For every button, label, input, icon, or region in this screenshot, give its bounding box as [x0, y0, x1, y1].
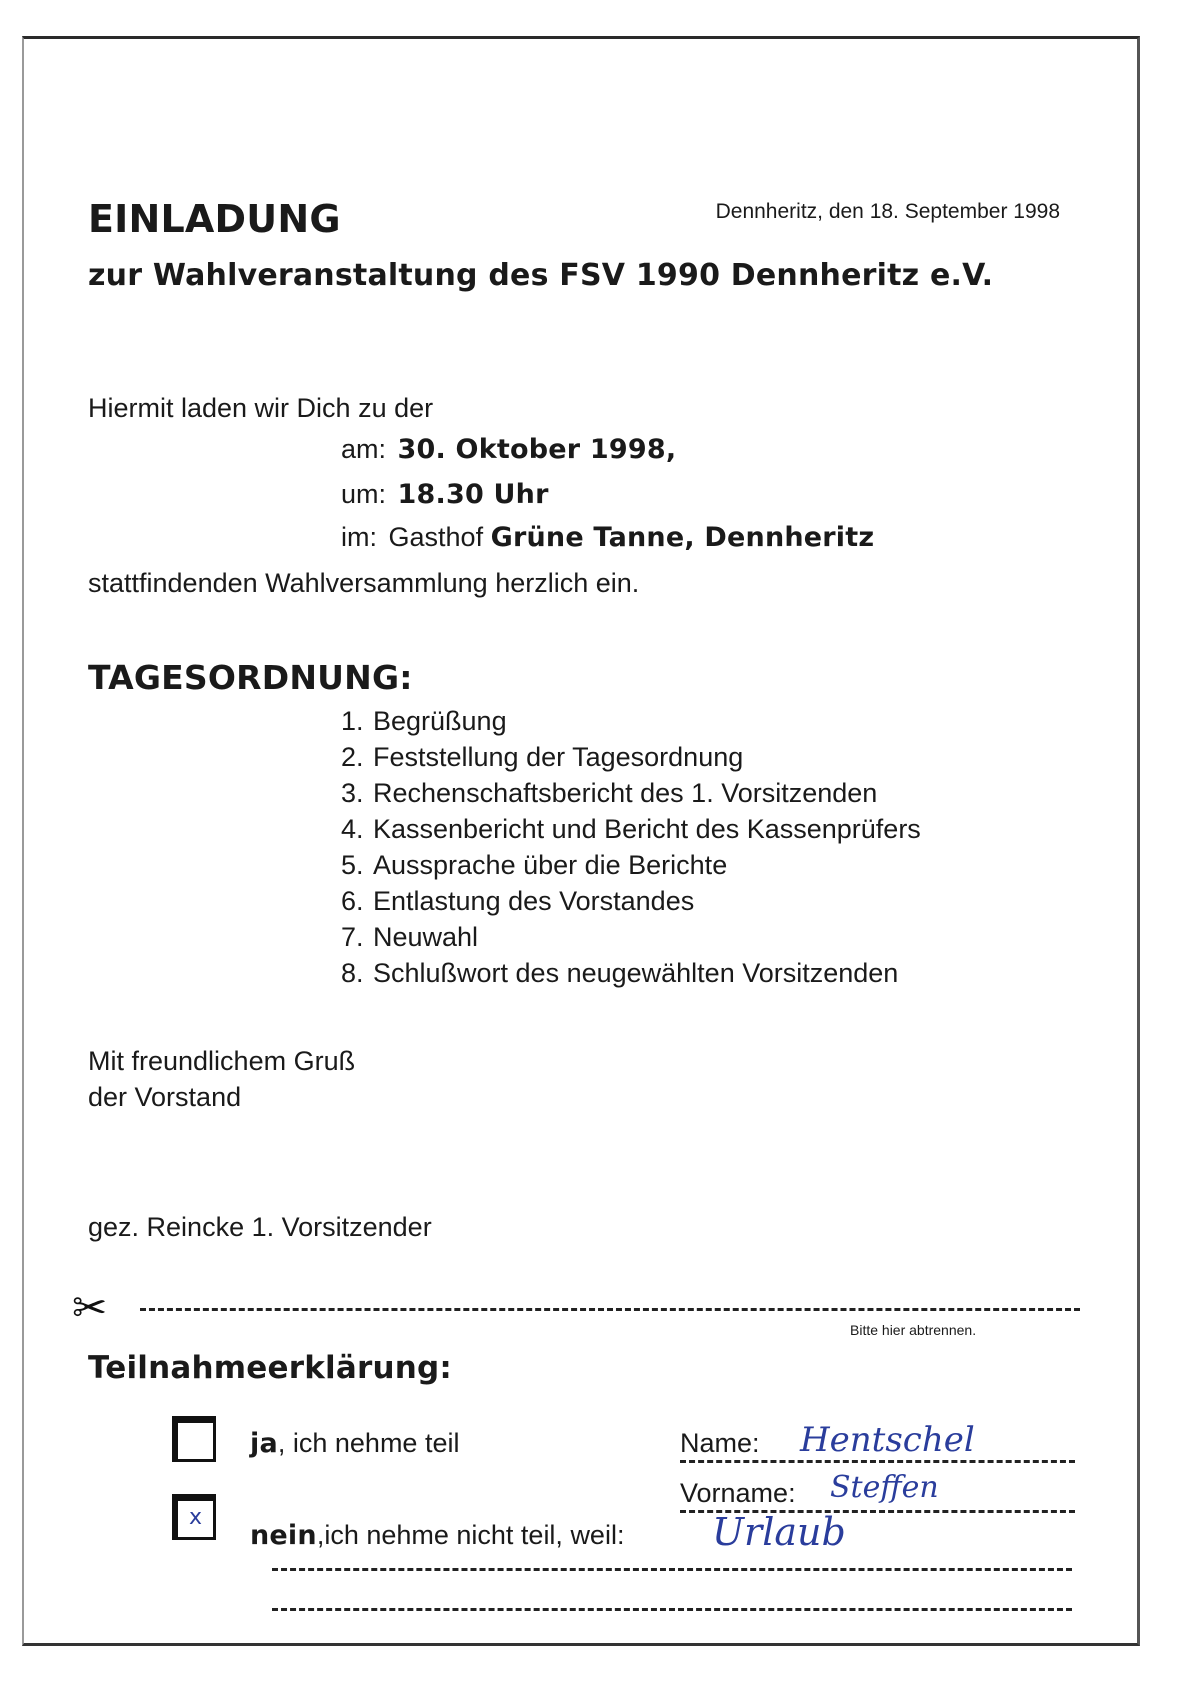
- participation-heading: Teilnahmeerklärung:: [88, 1350, 452, 1386]
- event-date: 30. Oktober 1998,: [397, 434, 677, 465]
- agenda-item: [341, 922, 478, 953]
- agenda-item: [341, 778, 877, 809]
- agenda-heading: TAGESORDNUNG:: [88, 658, 413, 697]
- intro-line-end: stattfindenden Wahlversammlung herzlich ein.: [88, 568, 640, 598]
- venue-row: [341, 522, 874, 553]
- agenda-item: [341, 706, 507, 737]
- name-label: Name:: [680, 1428, 760, 1458]
- name-field-line: [680, 1460, 1075, 1463]
- cut-note: Bitte hier abtrennen.: [850, 1322, 977, 1338]
- agenda-item-number: 2.: [341, 742, 364, 772]
- time-row: [341, 479, 549, 510]
- no-option-bold: nein: [250, 1520, 317, 1551]
- event-time: 18.30 Uhr: [397, 479, 549, 510]
- agenda-item-number: 5.: [341, 850, 364, 880]
- scissors-icon: ✂: [72, 1283, 108, 1332]
- reason-line-1: [272, 1568, 1072, 1571]
- yes-option: [250, 1428, 459, 1459]
- agenda-item-text: Schlußwort des neugewählten Vorsitzenden: [373, 958, 899, 988]
- document-title: EINLADUNG: [88, 197, 341, 241]
- document-subtitle: zur Wahlveranstaltung des FSV 1990 Dennheritz e.V.: [88, 258, 994, 293]
- vorname-field[interactable]: Steffen: [830, 1470, 939, 1505]
- agenda-item: [341, 742, 743, 773]
- agenda-item-text: Begrüßung: [373, 706, 507, 736]
- agenda-item: [341, 886, 694, 917]
- date-line: Dennheritz, den 18. September 1998: [715, 200, 1060, 223]
- reason-line-2: [272, 1608, 1072, 1611]
- reason-field[interactable]: Urlaub: [712, 1510, 846, 1554]
- agenda-item: [341, 850, 727, 881]
- cut-line: [140, 1308, 1080, 1311]
- yes-checkbox[interactable]: [172, 1416, 216, 1462]
- agenda-item-number: 7.: [341, 922, 364, 952]
- no-option-text: ,ich nehme nicht teil, weil:: [316, 1520, 625, 1550]
- agenda-item-number: 3.: [341, 778, 364, 808]
- yes-option-text: , ich nehme teil: [277, 1428, 460, 1458]
- agenda-item-number: 1.: [341, 706, 364, 736]
- no-option: [250, 1520, 624, 1551]
- no-checkbox[interactable]: [172, 1494, 216, 1540]
- intro-line: Hiermit laden wir Dich zu der: [88, 393, 434, 423]
- agenda-item: [341, 958, 898, 989]
- agenda-item-number: 6.: [341, 886, 364, 916]
- time-label: um:: [341, 479, 387, 509]
- name-field[interactable]: Hentschel: [800, 1420, 975, 1460]
- no-checkbox-mark: x: [188, 1505, 203, 1530]
- greeting: Mit freundlichem Gruß: [88, 1046, 356, 1076]
- sender: der Vorstand: [88, 1082, 242, 1112]
- agenda-item-text: Kassenbericht und Bericht des Kassenprüfers: [373, 814, 921, 844]
- date-label: am:: [341, 434, 387, 464]
- agenda-item-text: Entlastung des Vorstandes: [373, 886, 695, 916]
- venue-name: Grüne Tanne, Dennheritz: [490, 522, 875, 553]
- agenda-item-text: Feststellung der Tagesordnung: [373, 742, 744, 772]
- agenda-item: [341, 814, 921, 845]
- venue-prefix: Gasthof: [388, 522, 484, 552]
- date-row: [341, 434, 676, 465]
- agenda-item-number: 4.: [341, 814, 364, 844]
- venue-label: im:: [341, 522, 377, 552]
- agenda-item-text: Neuwahl: [373, 922, 479, 952]
- agenda-item-number: 8.: [341, 958, 364, 988]
- vorname-label: Vorname:: [680, 1478, 796, 1508]
- yes-option-bold: ja: [250, 1428, 278, 1459]
- signature-line: gez. Reincke 1. Vorsitzender: [88, 1212, 432, 1242]
- agenda-item-text: Rechenschaftsbericht des 1. Vorsitzenden: [373, 778, 878, 808]
- agenda-item-text: Aussprache über die Berichte: [373, 850, 728, 880]
